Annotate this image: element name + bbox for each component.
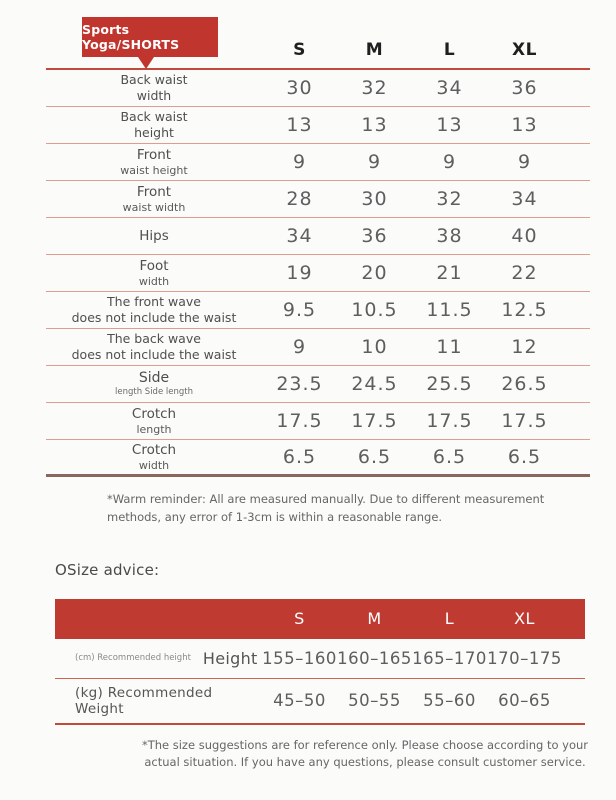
cell-value: 10 bbox=[361, 336, 388, 358]
row-label: Side bbox=[138, 369, 170, 386]
advice-row-weight bbox=[55, 679, 585, 725]
row-label: The back wave bbox=[107, 331, 201, 347]
cell-value: 160–165 bbox=[337, 648, 412, 668]
height-label: Height bbox=[202, 648, 258, 668]
cell-value: 13 bbox=[436, 114, 463, 136]
table-row: Back waist width 30 32 34 36 bbox=[46, 70, 590, 107]
cell-value: 11.5 bbox=[426, 299, 473, 321]
advice-column-l: L bbox=[444, 609, 455, 629]
cell-value: 17.5 bbox=[426, 410, 473, 432]
cell-value: 60–65 bbox=[498, 691, 551, 711]
cell-value: 165–170 bbox=[412, 648, 487, 668]
advice-column-m: M bbox=[367, 609, 382, 629]
cell-value: 19 bbox=[286, 262, 313, 284]
size-advice-table bbox=[55, 639, 585, 725]
table-row: Side length Side length 23.5 24.5 25.5 26.5 bbox=[46, 366, 590, 403]
advice-column-s: S bbox=[294, 609, 305, 629]
cell-value: 36 bbox=[361, 225, 388, 247]
table-row: Foot width 19 20 21 22 bbox=[46, 255, 590, 292]
cell-value: 170–175 bbox=[487, 648, 562, 668]
table-row: Front waist width 28 30 32 34 bbox=[46, 181, 590, 218]
cell-value: 9 bbox=[292, 151, 307, 173]
cell-value: 155–160 bbox=[262, 648, 337, 668]
table-row: Front waist height 9 9 9 9 bbox=[46, 144, 590, 181]
measurements-table bbox=[46, 68, 590, 477]
cell-value: 30 bbox=[361, 188, 388, 210]
row-label: Back waist bbox=[120, 72, 188, 88]
row-label: Hips bbox=[139, 227, 169, 244]
cell-value: 25.5 bbox=[426, 373, 473, 395]
cell-value: 12 bbox=[511, 336, 538, 358]
column-header-xl: XL bbox=[512, 40, 537, 60]
cell-value: 9 bbox=[442, 151, 457, 173]
cell-value: 40 bbox=[511, 225, 538, 247]
cell-value: 10.5 bbox=[351, 299, 398, 321]
column-header-l: L bbox=[443, 40, 456, 60]
table-row bbox=[46, 218, 590, 255]
cell-value: 13 bbox=[286, 114, 313, 136]
cell-value: 21 bbox=[436, 262, 463, 284]
cell-value: 34 bbox=[286, 225, 313, 247]
cell-value: 12.5 bbox=[501, 299, 548, 321]
cell-value: 50–55 bbox=[348, 691, 401, 711]
size-advice-heading: OSize advice: bbox=[55, 560, 160, 579]
badge-label: Sports Yoga/SHORTS bbox=[82, 22, 180, 52]
cell-value: 22 bbox=[511, 262, 538, 284]
cell-value: 36 bbox=[511, 77, 538, 99]
warm-reminder-note: *Warm reminder: All are measured manually. Due to different measurement methods, any error of 1-3cm is within a reasonable range. bbox=[107, 492, 545, 524]
cell-value: 9 bbox=[292, 336, 307, 358]
cell-value: 17.5 bbox=[276, 410, 323, 432]
size-advice-header-bar bbox=[55, 599, 585, 639]
cell-value: 26.5 bbox=[501, 373, 548, 395]
row-label: Front bbox=[136, 183, 172, 200]
size-column-headers bbox=[46, 40, 590, 60]
cell-value: 28 bbox=[286, 188, 313, 210]
cell-value: 30 bbox=[286, 77, 313, 99]
table-row: Back waist height 13 13 13 13 bbox=[46, 107, 590, 144]
cell-value: 20 bbox=[361, 262, 388, 284]
cell-value: 38 bbox=[436, 225, 463, 247]
cell-value: 6.5 bbox=[507, 446, 542, 468]
row-label: Back waist bbox=[120, 109, 188, 125]
cell-value: 9.5 bbox=[282, 299, 317, 321]
column-header-s: S bbox=[293, 40, 306, 60]
cell-value: 34 bbox=[511, 188, 538, 210]
height-unit-label: (cm) Recommended height bbox=[75, 653, 191, 664]
cell-value: 17.5 bbox=[501, 410, 548, 432]
table-header bbox=[0, 0, 616, 68]
advice-row-height bbox=[55, 639, 585, 679]
cell-value: 6.5 bbox=[357, 446, 392, 468]
cell-value: 55–60 bbox=[423, 691, 476, 711]
cell-value: 13 bbox=[361, 114, 388, 136]
cell-value: 6.5 bbox=[432, 446, 467, 468]
table-row: The back wave does not include the waist 9 10 11 12 bbox=[46, 329, 590, 366]
column-header-m: M bbox=[365, 40, 384, 60]
size-suggestion-note: *The size suggestions are for reference only. Please choose according to your actual situation. If you have any questions, please consult customer service. bbox=[141, 737, 589, 770]
cell-value: 17.5 bbox=[351, 410, 398, 432]
cell-value: 11 bbox=[436, 336, 463, 358]
row-label: Crotch bbox=[131, 405, 177, 422]
table-row: The front wave does not include the waist 9.5 10.5 11.5 12.5 bbox=[46, 292, 590, 329]
cell-value: 32 bbox=[361, 77, 388, 99]
weight-label: (kg) Recommended Weight bbox=[75, 684, 213, 717]
row-label: Front bbox=[136, 146, 172, 163]
cell-value: 9 bbox=[517, 151, 532, 173]
advice-column-xl: XL bbox=[514, 609, 535, 629]
cell-value: 32 bbox=[436, 188, 463, 210]
row-label: Foot bbox=[139, 257, 169, 274]
cell-value: 23.5 bbox=[276, 373, 323, 395]
cell-value: 13 bbox=[511, 114, 538, 136]
row-label: The front wave bbox=[107, 294, 201, 310]
row-label: Crotch bbox=[131, 441, 177, 458]
table-row: Crotch width 6.5 6.5 6.5 6.5 bbox=[46, 440, 590, 477]
cell-value: 34 bbox=[436, 77, 463, 99]
cell-value: 6.5 bbox=[282, 446, 317, 468]
cell-value: 45–50 bbox=[273, 691, 326, 711]
cell-value: 24.5 bbox=[351, 373, 398, 395]
cell-value: 9 bbox=[367, 151, 382, 173]
table-row: Crotch length 17.5 17.5 17.5 17.5 bbox=[46, 403, 590, 440]
